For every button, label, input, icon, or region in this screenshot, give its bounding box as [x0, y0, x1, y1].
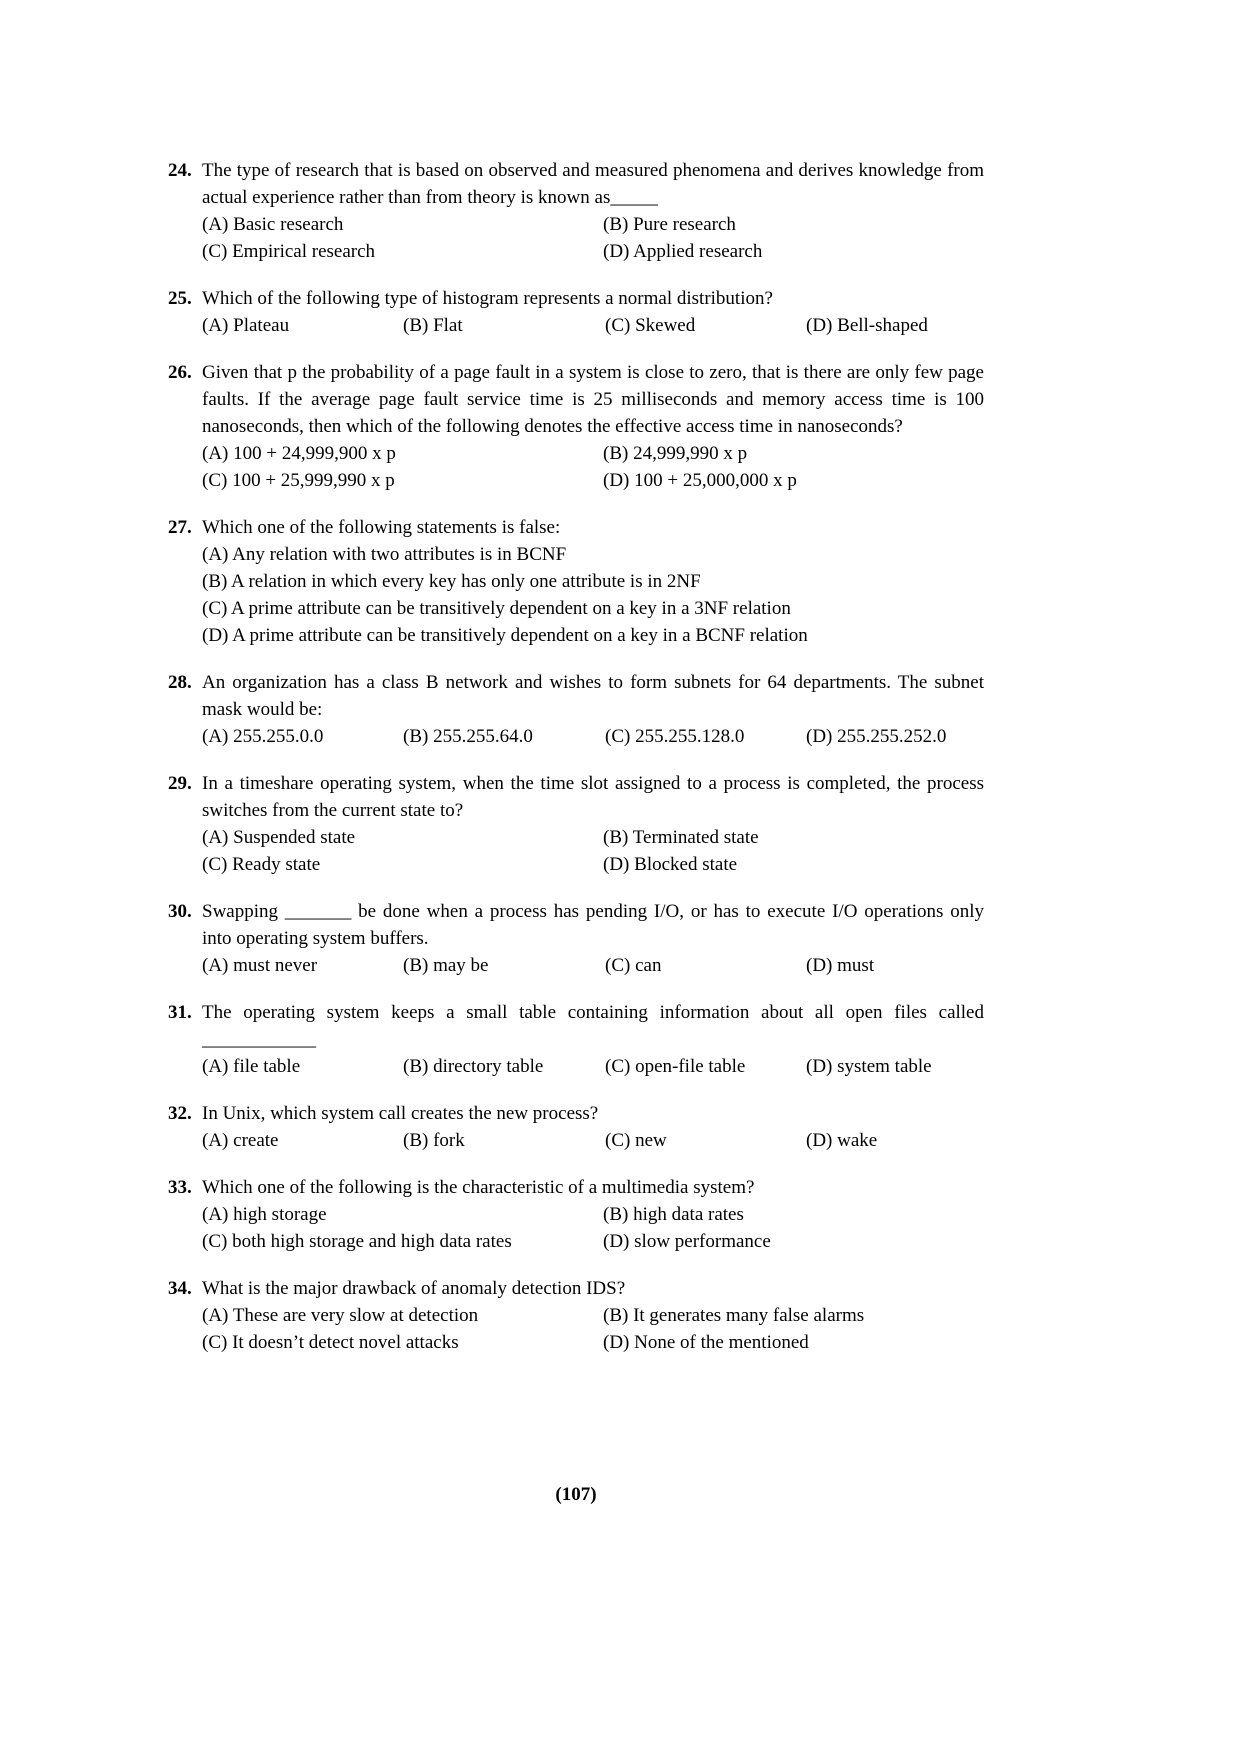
option-label: (A) — [202, 827, 229, 848]
question-text: The type of research that is based on observed and measured phenomena and derives knowledge from actual experience rather than from theory is known as_____ — [202, 160, 984, 208]
option-b — [403, 312, 605, 339]
option-label: (A) — [202, 726, 229, 747]
option-b — [403, 723, 605, 750]
options — [202, 1201, 984, 1255]
option-label: (A) — [202, 315, 229, 336]
option-label: (C) — [202, 1332, 228, 1353]
option-b — [603, 440, 984, 467]
question-number: 31. — [168, 1002, 192, 1023]
question-text: Which of the following type of histogram represents a normal distribution? — [202, 288, 773, 309]
options — [202, 1302, 984, 1356]
question-body — [202, 898, 984, 979]
options — [202, 312, 984, 339]
option-text: 24,999,990 x p — [633, 443, 748, 464]
option-text: None of the mentioned — [634, 1332, 809, 1353]
option-b — [603, 824, 984, 851]
option-label: (B) — [603, 827, 629, 848]
question-number: 27. — [168, 517, 192, 538]
question-number: 24. — [168, 160, 192, 181]
option-text: Suspended state — [233, 827, 356, 848]
option-label: (A) — [202, 1204, 229, 1225]
option-text: Basic research — [233, 214, 344, 235]
option-a — [202, 952, 403, 979]
option-text: These are very slow at detection — [232, 1305, 479, 1326]
option-label: (D) — [202, 625, 229, 646]
option-c — [202, 851, 603, 878]
question-body — [202, 157, 984, 265]
option-text: 255.255.64.0 — [433, 726, 533, 747]
question-text: In a timeshare operating system, when the time slot assigned to a process is completed, the process switches from the current state to? — [202, 773, 984, 821]
question-28 — [168, 669, 984, 750]
option-label: (C) — [605, 955, 631, 976]
question-number: 34. — [168, 1278, 192, 1299]
option-label: (A) — [202, 1130, 229, 1151]
option-c — [605, 1127, 806, 1154]
option-a — [202, 1201, 603, 1228]
question-number: 28. — [168, 672, 192, 693]
question-number: 26. — [168, 362, 192, 383]
question-number: 30. — [168, 901, 192, 922]
option-a — [202, 211, 603, 238]
option-text: Empirical research — [232, 241, 376, 262]
option-b — [603, 1302, 984, 1329]
option-b — [403, 1053, 605, 1080]
option-b — [603, 211, 984, 238]
option-text: wake — [837, 1130, 878, 1151]
option-a — [202, 541, 984, 568]
option-c — [605, 723, 806, 750]
question-31 — [168, 999, 984, 1080]
option-label: (C) — [202, 470, 228, 491]
option-label: (B) — [603, 1204, 629, 1225]
question-text: Swapping _______ be done when a process has pending I/O, or has to execute I/O operations only into operating system buffers. — [202, 901, 984, 949]
option-d — [603, 238, 984, 265]
option-d — [603, 467, 984, 494]
option-label: (C) — [605, 315, 631, 336]
option-c — [202, 238, 603, 265]
option-text: system table — [837, 1056, 932, 1077]
option-text: 100 + 24,999,900 x p — [233, 443, 396, 464]
option-c — [202, 595, 984, 622]
question-30 — [168, 898, 984, 979]
option-label: (A) — [202, 955, 229, 976]
option-text: A relation in which every key has only one attribute is in 2NF — [231, 571, 701, 592]
option-d — [202, 622, 984, 649]
question-33 — [168, 1174, 984, 1255]
option-label: (C) — [202, 241, 228, 262]
question-text: In Unix, which system call creates the new process? — [202, 1103, 599, 1124]
option-label: (A) — [202, 1305, 229, 1326]
option-a — [202, 1127, 403, 1154]
option-c — [605, 952, 806, 979]
option-text: both high storage and high data rates — [232, 1231, 512, 1252]
option-label: (B) — [403, 1130, 429, 1151]
question-text: Which one of the following statements is false: — [202, 517, 561, 538]
option-label: (B) — [603, 1305, 629, 1326]
question-27 — [168, 514, 984, 649]
option-label: (A) — [202, 544, 229, 565]
options — [202, 211, 984, 265]
option-c — [202, 1329, 603, 1356]
option-label: (B) — [603, 214, 629, 235]
option-text: 255.255.252.0 — [837, 726, 947, 747]
option-text: Plateau — [233, 315, 290, 336]
option-label: (D) — [806, 1130, 833, 1151]
option-text: open-file table — [635, 1056, 746, 1077]
option-d — [603, 1329, 984, 1356]
question-body — [202, 770, 984, 878]
options — [202, 1127, 984, 1154]
question-body — [202, 1100, 984, 1154]
option-label: (C) — [202, 854, 228, 875]
options — [202, 952, 984, 979]
option-text: A prime attribute can be transitively dependent on a key in a 3NF relation — [231, 598, 791, 619]
option-label: (B) — [403, 726, 429, 747]
options — [202, 1053, 984, 1080]
option-text: high data rates — [633, 1204, 744, 1225]
option-text: must — [837, 955, 875, 976]
question-text: The operating system keeps a small table containing information about all open files called ____________ — [202, 1002, 984, 1050]
option-label: (D) — [603, 470, 630, 491]
option-text: create — [233, 1130, 279, 1151]
option-text: Any relation with two attributes is in BCNF — [232, 544, 567, 565]
option-a — [202, 824, 603, 851]
option-label: (D) — [603, 1231, 630, 1252]
option-text: 100 + 25,000,000 x p — [634, 470, 797, 491]
question-25 — [168, 285, 984, 339]
option-text: Pure research — [633, 214, 736, 235]
question-body — [202, 1275, 984, 1356]
option-d — [806, 952, 984, 979]
option-text: 255.255.0.0 — [233, 726, 324, 747]
option-b — [403, 1127, 605, 1154]
option-text: Terminated state — [632, 827, 759, 848]
question-body — [202, 669, 984, 750]
options — [202, 440, 984, 494]
option-label: (A) — [202, 214, 229, 235]
option-text: Applied research — [633, 241, 763, 262]
options — [202, 723, 984, 750]
option-b — [202, 568, 984, 595]
question-34 — [168, 1275, 984, 1356]
option-label: (B) — [202, 571, 228, 592]
option-text: may be — [433, 955, 489, 976]
option-label: (B) — [403, 955, 429, 976]
option-label: (D) — [603, 241, 630, 262]
document-page — [168, 157, 984, 1376]
option-d — [806, 312, 984, 339]
option-c — [202, 1228, 603, 1255]
option-d — [603, 851, 984, 878]
question-text: What is the major drawback of anomaly detection IDS? — [202, 1278, 626, 1299]
option-text: Flat — [433, 315, 463, 336]
option-label: (C) — [202, 598, 228, 619]
option-text: must never — [233, 955, 318, 976]
question-text: An organization has a class B network and wishes to form subnets for 64 departments. The subnet mask would be: — [202, 672, 984, 720]
option-text: It generates many false alarms — [633, 1305, 865, 1326]
option-text: slow performance — [634, 1231, 771, 1252]
option-label: (D) — [603, 854, 630, 875]
option-a — [202, 440, 603, 467]
option-label: (D) — [806, 955, 833, 976]
option-text: Blocked state — [634, 854, 738, 875]
option-label: (D) — [806, 726, 833, 747]
option-c — [605, 1053, 806, 1080]
question-body — [202, 359, 984, 494]
option-text: 255.255.128.0 — [635, 726, 745, 747]
question-body — [202, 1174, 984, 1255]
question-text: Given that p the probability of a page fault in a system is close to zero, that is there are only few page faults. If the average page fault service time is 25 milliseconds and memory access time is 100 nanoseconds, then which of the following denotes the effective access time in nanoseconds? — [202, 362, 984, 437]
option-label: (C) — [605, 1056, 631, 1077]
question-24 — [168, 157, 984, 265]
option-label: (C) — [202, 1231, 228, 1252]
option-label: (D) — [603, 1332, 630, 1353]
option-text: high storage — [233, 1204, 327, 1225]
option-text: Ready state — [232, 854, 321, 875]
option-text: fork — [433, 1130, 465, 1151]
question-number: 25. — [168, 288, 192, 309]
question-body — [202, 514, 984, 649]
option-label: (B) — [403, 1056, 429, 1077]
option-d — [806, 1053, 984, 1080]
question-32 — [168, 1100, 984, 1154]
option-label: (B) — [403, 315, 429, 336]
option-label: (D) — [806, 1056, 833, 1077]
question-body — [202, 285, 984, 339]
question-29 — [168, 770, 984, 878]
question-list — [168, 157, 984, 1356]
option-label: (C) — [605, 726, 631, 747]
options — [202, 824, 984, 878]
question-text: Which one of the following is the characteristic of a multimedia system? — [202, 1177, 755, 1198]
question-26 — [168, 359, 984, 494]
option-text: can — [635, 955, 662, 976]
page-number: (107) — [555, 1484, 597, 1505]
option-d — [806, 723, 984, 750]
option-text: Skewed — [635, 315, 696, 336]
question-body — [202, 999, 984, 1080]
options — [202, 541, 984, 649]
option-text: directory table — [433, 1056, 544, 1077]
option-label: (A) — [202, 1056, 229, 1077]
question-number: 32. — [168, 1103, 192, 1124]
option-c — [202, 467, 603, 494]
option-text: 100 + 25,999,990 x p — [232, 470, 395, 491]
option-label: (D) — [806, 315, 833, 336]
option-label: (A) — [202, 443, 229, 464]
option-a — [202, 723, 403, 750]
option-b — [403, 952, 605, 979]
option-b — [603, 1201, 984, 1228]
option-d — [806, 1127, 984, 1154]
option-a — [202, 1302, 603, 1329]
question-number: 33. — [168, 1177, 192, 1198]
option-text: file table — [233, 1056, 301, 1077]
option-a — [202, 1053, 403, 1080]
option-text: It doesn’t detect novel attacks — [232, 1332, 459, 1353]
option-d — [603, 1228, 984, 1255]
option-label: (B) — [603, 443, 629, 464]
option-text: A prime attribute can be transitively dependent on a key in a BCNF relation — [232, 625, 808, 646]
option-text: new — [635, 1130, 667, 1151]
option-c — [605, 312, 806, 339]
question-number: 29. — [168, 773, 192, 794]
option-label: (C) — [605, 1130, 631, 1151]
option-a — [202, 312, 403, 339]
option-text: Bell-shaped — [837, 315, 928, 336]
